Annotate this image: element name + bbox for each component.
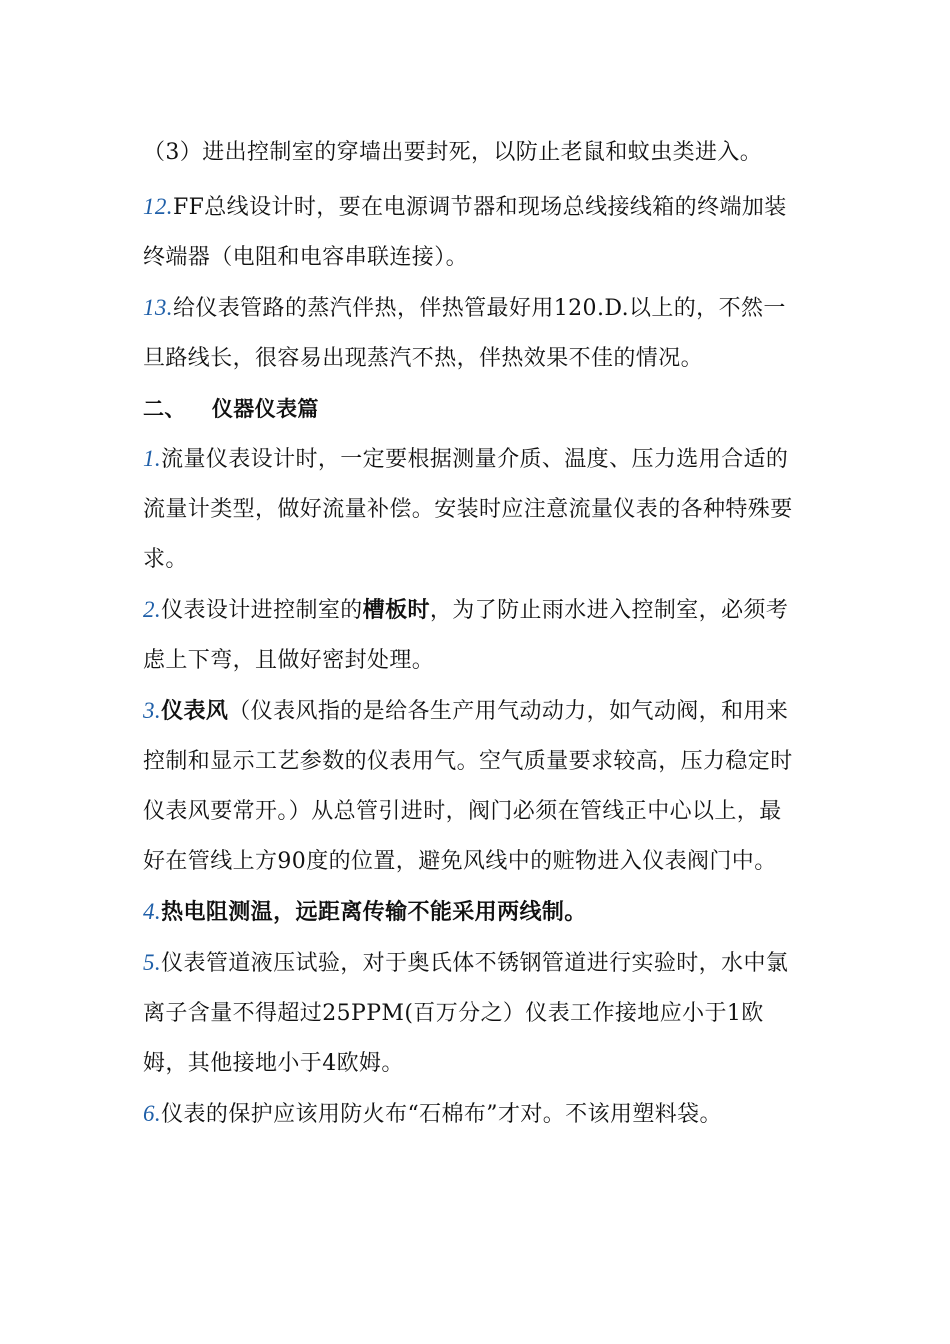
paragraph-item-13 — [143, 283, 803, 384]
paragraph-item-5 — [143, 938, 803, 1089]
paragraph-text: 仪表管道液压试验，对于奥氏体不锈钢管道进行实验时，水中氯离子含量不得超过25PPM(百万分之）仪表工作接地应小于1欧姆，其他接地小于4欧姆。 — [143, 951, 789, 1076]
paragraph-text: （3）进出控制室的穿墙出要封死，以防止老鼠和蚊虫类进入。 — [143, 140, 763, 165]
item-number: 4. — [143, 899, 162, 924]
paragraph-text: 给仪表管路的蒸汽伴热，伴热管最好用120.D.以上的，不然一旦路线长，很容易出现蒸汽不热，伴热效果不佳的情况。 — [143, 296, 786, 371]
item-number: 6. — [143, 1101, 162, 1126]
document-body — [143, 128, 803, 1140]
item-number: 13. — [143, 295, 173, 320]
paragraph-text: （仪表风指的是给各生产用气动动力，如气动阀，和用来控制和显示工艺参数的仪表用气。空气质量要求较高，压力稳定时仪表风要常开。）从总管引进时，阀门必须在管线正中心以上，最好在管线上方90度的位置，避免风线中的赃物进入仪表阀门中。 — [143, 699, 793, 874]
section-heading — [143, 384, 803, 434]
item-number: 1. — [143, 446, 162, 471]
section-number: 二、 — [143, 397, 186, 421]
paragraph-text: 仪表设计进控制室的 — [161, 598, 363, 623]
item-number: 3. — [143, 698, 162, 723]
paragraph-item-2 — [143, 585, 803, 686]
paragraph-item-3 — [143, 686, 803, 887]
paragraph-text: 仪表的保护应该用防火布“石棉布”才对。不该用塑料袋。 — [161, 1102, 722, 1127]
paragraph-item-12 — [143, 182, 803, 283]
bold-term: 仪表风 — [161, 698, 229, 724]
section-title: 仪器仪表篇 — [211, 397, 319, 421]
item-number: 2. — [143, 597, 162, 622]
paragraph-text: FF总线设计时，要在电源调节器和现场总线接线箱的终端加装终端器（电阻和电容串联连接）。 — [143, 195, 787, 270]
bold-term: 槽板时 — [362, 597, 430, 623]
paragraph-text: 流量仪表设计时，一定要根据测量介质、温度、压力选用合适的流量计类型，做好流量补偿。安装时应注意流量仪表的各种特殊要求。 — [143, 447, 793, 572]
paragraph-text: ，为了防止雨水进入控制室，必须考虑上下弯，且做好密封处理。 — [143, 598, 789, 673]
paragraph-3-sealing — [143, 128, 803, 178]
bold-statement: 热电阻测温，远距离传输不能采用两线制。 — [161, 899, 587, 925]
paragraph-item-6 — [143, 1089, 803, 1140]
paragraph-item-1 — [143, 434, 803, 585]
paragraph-item-4 — [143, 887, 803, 938]
item-number: 5. — [143, 950, 162, 975]
item-number: 12. — [143, 194, 173, 219]
